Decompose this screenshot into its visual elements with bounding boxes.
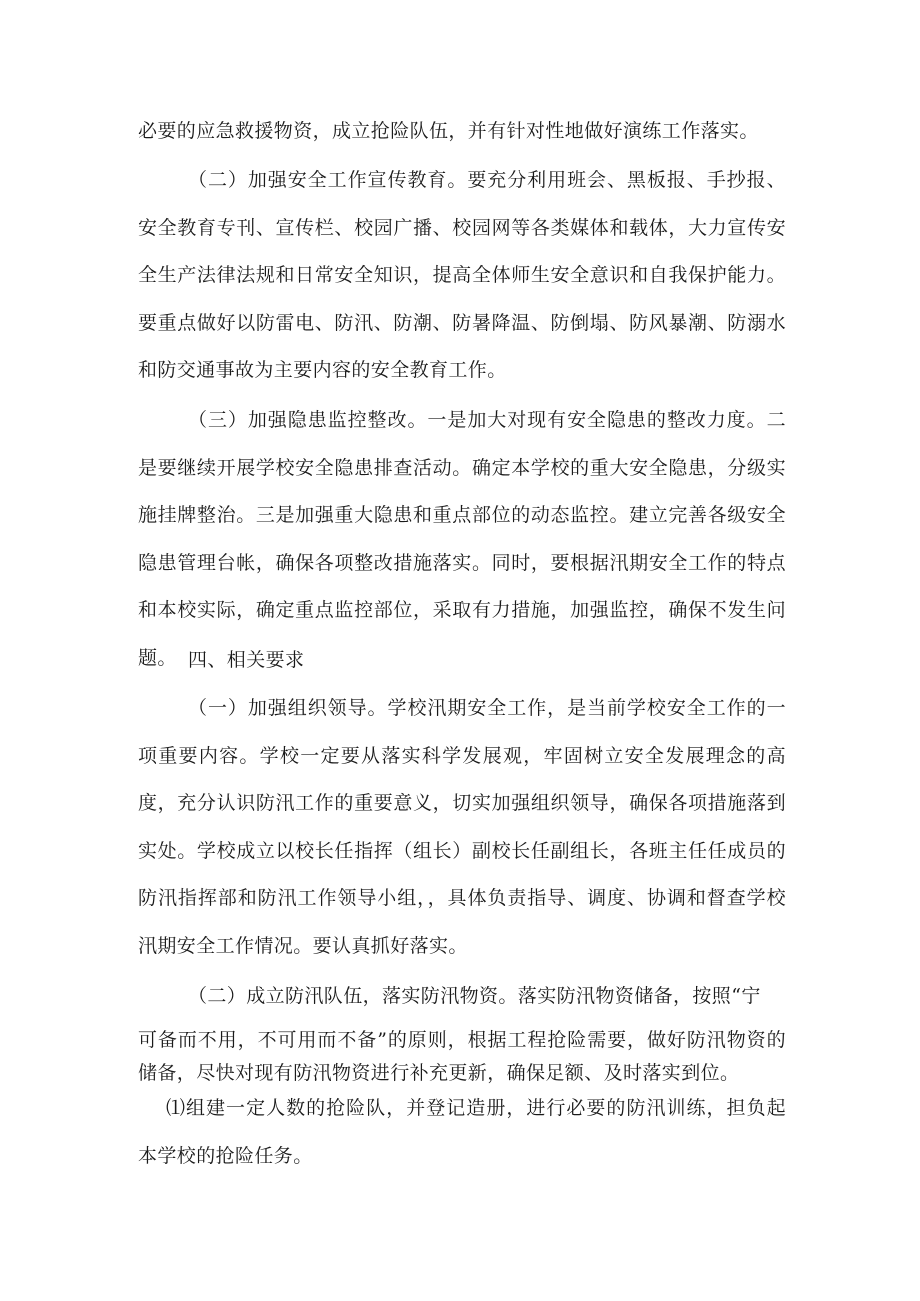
list-item-rescue-team: ⑴组建一定人数的抢险队，并登记造册，进行必要的防汛训练，担负起本学校的抢险任务。 [138,1097,786,1167]
paragraph-flood-team-intro: （二）成立防汛队伍，落实防汛物资。落实防汛物资储备，按照“宁 [188,985,761,1007]
paragraph-flood-supplies: 可备而不用，不可用而不备”的原则，根据工程抢险需要，做好防汛物资的储备，尽快对现有防汛物资进行补充更新，确保足额、及时落实到位。 [138,1029,786,1084]
section-heading-requirements: 四、相关要求 [188,649,305,671]
paragraph-organization-leadership: （一）加强组织领导。学校汛期安全工作，是当前学校安全工作的一项重要内容。学校一定要从落实科学发展观，牢固树立安全发展理念的高度，充分认识防汛工作的重要意义，切实加强组织领导，确保各项措施落到实处。学校成立以校长任指挥（组长）副校长任副组长，各班主任任成员的防汛指挥部和防汛工作领导小组，，具体负责指导、调度、协调和督查学校汛期安全工作情况。要认真抓好落实。 [138,697,786,957]
paragraph-safety-education: （二）加强安全工作宣传教育。要充分利用班会、黑板报、手抄报、安全教育专刊、宣传栏、校园广播、校园网等各类媒体和载体，大力宣传安全生产法律法规和日常安全知识，提高全体师生安全意识和自我保护能力。要重点做好以防雷电、防汛、防潮、防暑降温、防倒塌、防风暴潮、防溺水和防交通事故为主要内容的安全教育工作。 [138,169,786,382]
paragraph-emergency-supplies: 必要的应急救援物资，成立抢险队伍，并有针对性地做好演练工作落实。 [138,120,759,142]
paragraph-hazard-monitoring: （三）加强隐患监控整改。一是加大对现有安全隐患的整改力度。二是要继续开展学校安全隐患排查活动。确定本学校的重大安全隐患，分级实施挂牌整治。三是加强重大隐患和重点部位的动态监控。建立完善各级安全隐患管理台帐，确保各项整改措施落实。同时，要根据汛期安全工作的特点和本校实际，确定重点监控部位，采取有力措施，加强监控，确保不发生问题。 [138,409,786,669]
